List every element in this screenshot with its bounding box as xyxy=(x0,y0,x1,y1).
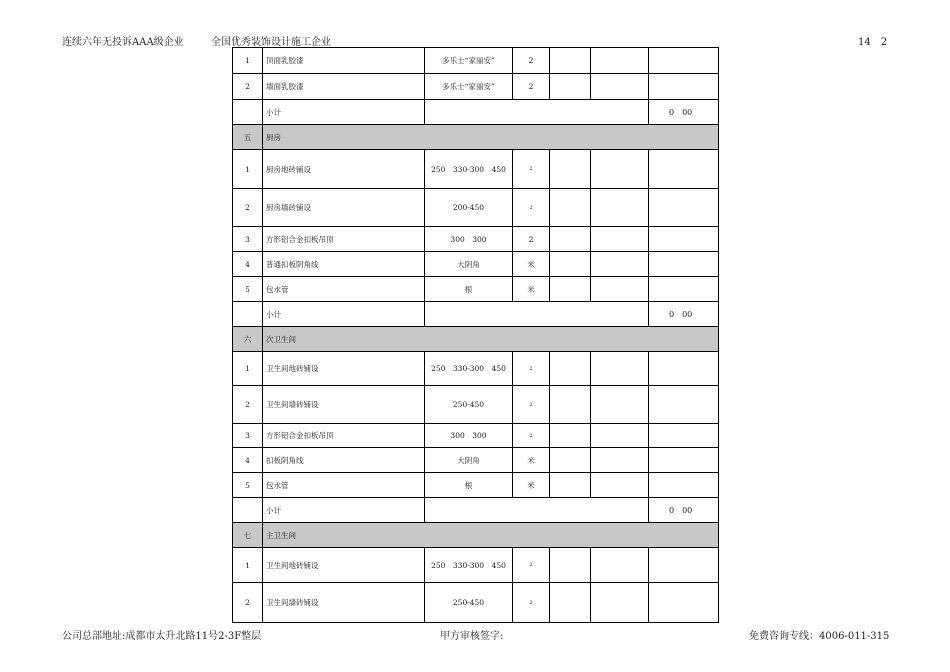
table-row xyxy=(233,473,719,498)
table-row xyxy=(233,548,719,583)
subtotal-blank xyxy=(425,498,649,523)
table-row xyxy=(233,48,719,74)
item-price xyxy=(591,48,649,74)
item-spec: 250 330-300 450 xyxy=(425,150,513,189)
item-spec: 根 xyxy=(425,473,513,498)
footer-hotline: 免费咨询专线：4006-011-315 xyxy=(749,631,890,642)
item-amount xyxy=(649,74,719,100)
section-name: 厨房 xyxy=(263,125,719,150)
table-row xyxy=(233,227,719,252)
item-price xyxy=(591,386,649,424)
item-price xyxy=(591,189,649,227)
item-spec: 大阴角 xyxy=(425,448,513,473)
item-spec: 300 300 xyxy=(425,424,513,448)
item-unit: 2 xyxy=(513,48,550,74)
item-quantity xyxy=(550,424,591,448)
table-row xyxy=(233,386,719,424)
item-name: 卫生间地砖铺设 xyxy=(263,548,425,583)
item-quantity xyxy=(550,74,591,100)
item-price xyxy=(591,74,649,100)
item-unit: 2 xyxy=(513,352,550,386)
table-row xyxy=(233,277,719,302)
item-amount xyxy=(649,548,719,583)
item-name: 卫生间地砖铺设 xyxy=(263,352,425,386)
item-unit: 米 xyxy=(513,277,550,302)
item-amount xyxy=(649,473,719,498)
item-name: 厨房墙砖铺设 xyxy=(263,189,425,227)
item-unit: 2 xyxy=(513,74,550,100)
section-name: 主卫生间 xyxy=(263,523,719,548)
item-price xyxy=(591,227,649,252)
subtotal-number xyxy=(233,100,263,125)
item-amount xyxy=(649,277,719,302)
item-number: 3 xyxy=(233,424,263,448)
table-row xyxy=(233,583,719,623)
item-unit: 2 xyxy=(513,189,550,227)
footer-address: 公司总部地址:成都市太升北路11号2-3F整层 xyxy=(62,631,262,642)
item-number: 2 xyxy=(233,74,263,100)
subtotal-blank xyxy=(425,302,649,327)
item-number: 5 xyxy=(233,473,263,498)
item-name: 包水管 xyxy=(263,473,425,498)
section-row xyxy=(233,523,719,548)
subtotal-number xyxy=(233,302,263,327)
item-unit: 2 xyxy=(513,548,550,583)
item-spec: 多乐士“家丽安” xyxy=(425,48,513,74)
item-unit: 2 xyxy=(513,386,550,424)
quote-table-body xyxy=(233,48,719,623)
subtotal-blank xyxy=(425,100,649,125)
item-amount xyxy=(649,386,719,424)
subtotal-amount: 0 00 xyxy=(649,498,719,523)
section-row xyxy=(233,327,719,352)
table-row xyxy=(233,424,719,448)
item-amount xyxy=(649,252,719,277)
table-row xyxy=(233,252,719,277)
item-spec: 200-450 xyxy=(425,189,513,227)
item-spec: 根 xyxy=(425,277,513,302)
item-price xyxy=(591,548,649,583)
item-name: 扣板阴角线 xyxy=(263,448,425,473)
item-number: 1 xyxy=(233,48,263,74)
item-number: 4 xyxy=(233,448,263,473)
item-amount xyxy=(649,150,719,189)
item-name: 卫生间墙砖铺设 xyxy=(263,386,425,424)
item-unit: 2 xyxy=(513,583,550,623)
item-name: 卫生间墙砖铺设 xyxy=(263,583,425,623)
table-row xyxy=(233,448,719,473)
header-left-slogan: 连续六年无投诉AAA级企业 xyxy=(62,37,184,48)
item-amount xyxy=(649,448,719,473)
item-amount xyxy=(649,424,719,448)
item-quantity xyxy=(550,448,591,473)
item-number: 1 xyxy=(233,150,263,189)
subtotal-row xyxy=(233,498,719,523)
item-spec: 300 300 xyxy=(425,227,513,252)
item-price xyxy=(591,150,649,189)
item-spec: 多乐士“家丽安” xyxy=(425,74,513,100)
item-name: 顶面乳胶漆 xyxy=(263,48,425,74)
item-name: 方形铝合金扣板吊顶 xyxy=(263,227,425,252)
item-price xyxy=(591,352,649,386)
item-price xyxy=(591,583,649,623)
item-price xyxy=(591,277,649,302)
subtotal-label: 小计 xyxy=(263,100,425,125)
section-name: 次卫生间 xyxy=(263,327,719,352)
item-unit: 米 xyxy=(513,473,550,498)
item-price xyxy=(591,424,649,448)
subtotal-label: 小计 xyxy=(263,302,425,327)
table-row xyxy=(233,74,719,100)
subtotal-row xyxy=(233,302,719,327)
item-spec: 250-450 xyxy=(425,386,513,424)
item-name: 方形铝合金扣板吊顶 xyxy=(263,424,425,448)
table-row xyxy=(233,150,719,189)
subtotal-row xyxy=(233,100,719,125)
item-name: 包水管 xyxy=(263,277,425,302)
quote-table xyxy=(232,47,719,623)
item-spec: 250 330-300 450 xyxy=(425,548,513,583)
section-number: 五 xyxy=(233,125,263,150)
item-quantity xyxy=(550,386,591,424)
item-unit: 2 xyxy=(513,424,550,448)
item-quantity xyxy=(550,583,591,623)
item-quantity xyxy=(550,48,591,74)
item-spec: 250 330-300 450 xyxy=(425,352,513,386)
item-amount xyxy=(649,189,719,227)
page-number: 14 2 xyxy=(858,37,888,48)
item-number: 5 xyxy=(233,277,263,302)
item-amount xyxy=(649,352,719,386)
subtotal-amount: 0 00 xyxy=(649,100,719,125)
table-row xyxy=(233,189,719,227)
item-price xyxy=(591,448,649,473)
subtotal-amount: 0 00 xyxy=(649,302,719,327)
item-quantity xyxy=(550,252,591,277)
item-number: 4 xyxy=(233,252,263,277)
item-quantity xyxy=(550,227,591,252)
item-spec: 大阴角 xyxy=(425,252,513,277)
item-number: 2 xyxy=(233,189,263,227)
item-unit: 2 xyxy=(513,227,550,252)
subtotal-label: 小计 xyxy=(263,498,425,523)
item-quantity xyxy=(550,150,591,189)
subtotal-number xyxy=(233,498,263,523)
section-number: 六 xyxy=(233,327,263,352)
item-amount xyxy=(649,48,719,74)
item-quantity xyxy=(550,352,591,386)
item-price xyxy=(591,473,649,498)
item-name: 普通扣板阴角线 xyxy=(263,252,425,277)
section-number: 七 xyxy=(233,523,263,548)
item-name: 墙面乳胶漆 xyxy=(263,74,425,100)
item-number: 2 xyxy=(233,386,263,424)
item-unit: 2 xyxy=(513,150,550,189)
item-number: 2 xyxy=(233,583,263,623)
item-quantity xyxy=(550,473,591,498)
footer-sign-label: 甲方审核签字: xyxy=(440,631,504,642)
item-quantity xyxy=(550,548,591,583)
table-row xyxy=(233,352,719,386)
item-number: 1 xyxy=(233,548,263,583)
item-amount xyxy=(649,583,719,623)
item-spec: 250-450 xyxy=(425,583,513,623)
item-name: 厨房地砖铺设 xyxy=(263,150,425,189)
item-unit: 米 xyxy=(513,252,550,277)
item-unit: 米 xyxy=(513,448,550,473)
item-quantity xyxy=(550,189,591,227)
item-number: 1 xyxy=(233,352,263,386)
section-row xyxy=(233,125,719,150)
header-middle-slogan: 全国优秀装饰设计施工企业 xyxy=(211,37,331,48)
item-price xyxy=(591,252,649,277)
item-quantity xyxy=(550,277,591,302)
item-amount xyxy=(649,227,719,252)
item-number: 3 xyxy=(233,227,263,252)
